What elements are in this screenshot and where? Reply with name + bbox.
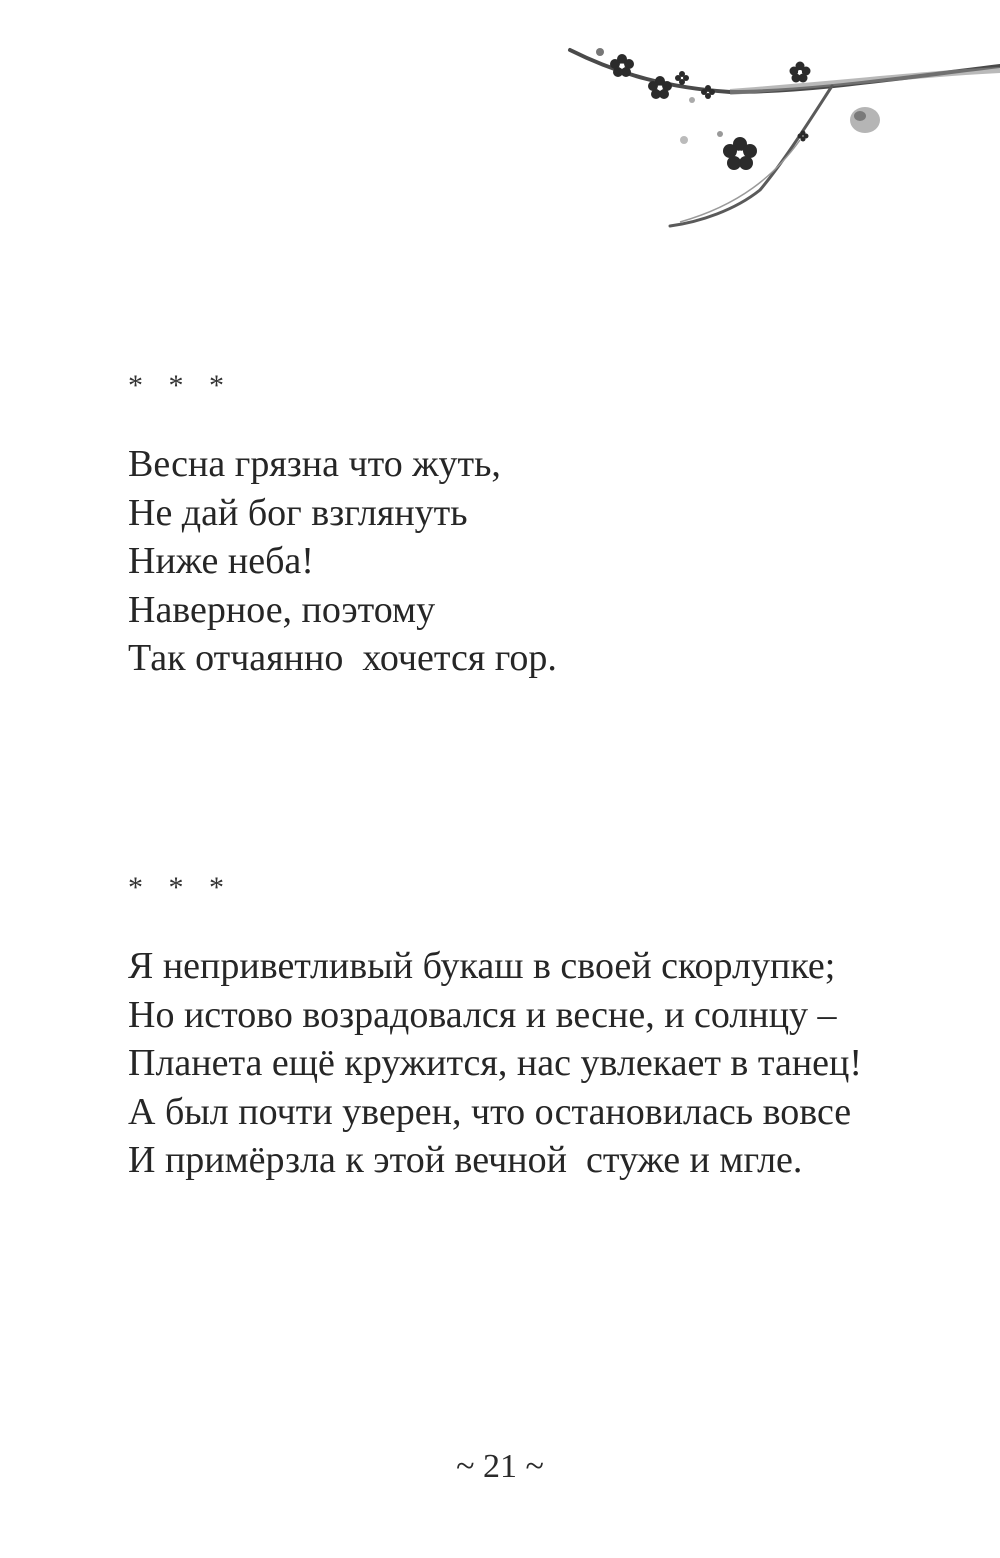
page-number: ~ 21 ~ — [456, 1448, 544, 1485]
poem-line: Но истово возрадовался и весне, и солнцу – — [128, 993, 837, 1036]
poem-line: И примёрзла к этой вечной стуже и мгле. — [128, 1139, 803, 1181]
poem-separator: * * * — [128, 369, 224, 402]
poem-line: Ниже неба! — [128, 540, 314, 582]
poem-2 — [128, 870, 862, 1185]
poem-line: Весна грязна что жуть, — [128, 443, 501, 485]
cherry-blossom-branch-icon — [560, 30, 1000, 240]
poem-line: А был почти уверен, что остановилась вовсе — [128, 1090, 852, 1133]
poem-separator: * * * — [128, 871, 224, 904]
poem-line: Наверное, поэтому — [128, 588, 436, 631]
poem-line: Планета ещё кружится, нас увлекает в танец! — [128, 1042, 863, 1084]
poem-line: Не дай бог взглянуть — [128, 491, 468, 534]
poem-line: Я неприветливый букаш в своей скорлупке; — [128, 945, 836, 987]
poem-lines — [128, 440, 557, 683]
poem-line: Так отчаянно хочется гор. — [128, 637, 557, 679]
poem-1 — [128, 368, 557, 683]
poem-lines — [128, 942, 862, 1185]
